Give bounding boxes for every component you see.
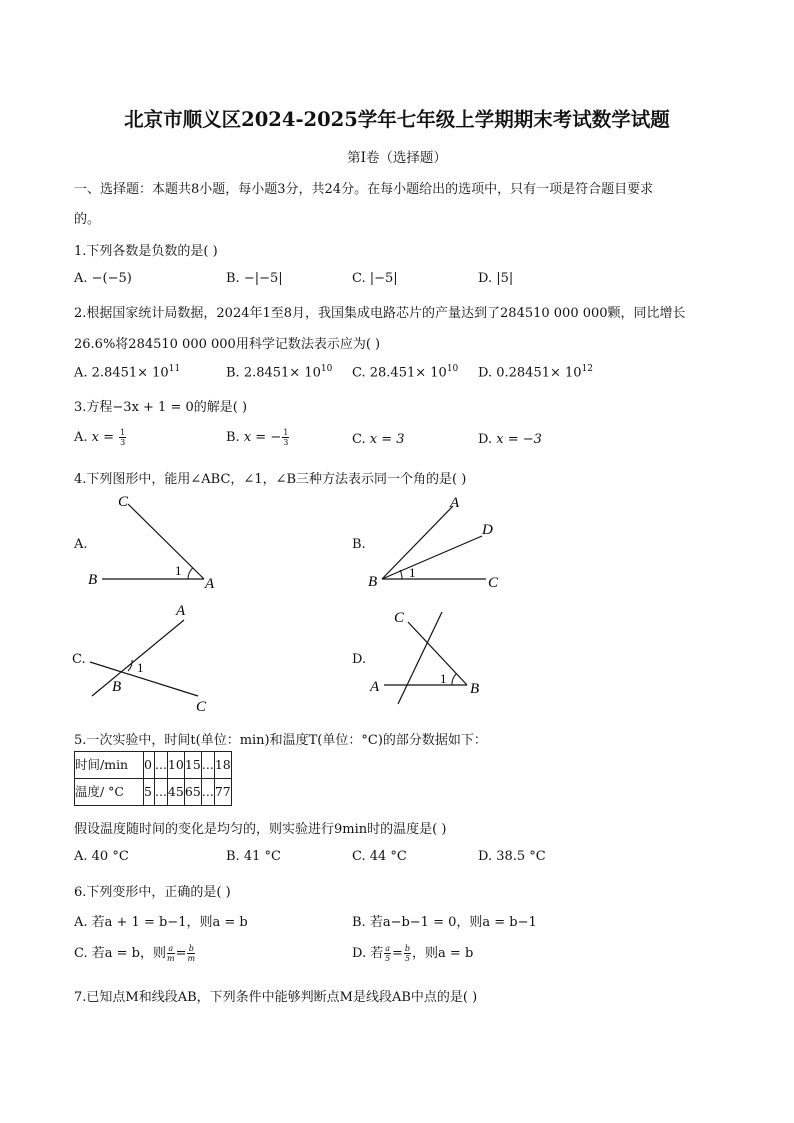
figd-transversal	[398, 612, 442, 704]
q6-option-d: D. 若 $\frac{a}{5}$ = $\frac{b}{5}$ ，则a = b	[352, 944, 474, 963]
figd-label-b: B	[470, 681, 480, 697]
figa-label-c: C	[118, 494, 129, 510]
table-row: 时间/min 0 ... 10 15 ... 18	[75, 752, 232, 779]
figc-line-ba	[92, 620, 184, 696]
figa-label-b: B	[88, 572, 98, 588]
q4-figure-d	[362, 598, 512, 716]
q5-option-b: B. 41 °C	[226, 849, 281, 864]
q4-option-a-label: A.	[74, 537, 88, 552]
q3-option-b: B. x = − $\frac{1}{3}$	[226, 428, 289, 447]
figc-label-a: A	[176, 603, 186, 619]
figd-line-cb	[408, 622, 467, 685]
q1-option-d: D. |5|	[478, 271, 514, 286]
figb-angle-arc	[400, 570, 402, 579]
q2-stem-line1: 2.根据国家统计局数据，2024年1至8月，我国集成电路芯片的产量达到了284510 000 000颗，同比增长	[74, 306, 686, 321]
q1-option-b: B. −|−5|	[226, 271, 283, 286]
figb-label-d: D	[482, 522, 493, 538]
q5-option-d: D. 38.5 °C	[478, 849, 546, 864]
q2-option-c: C. $28.451\times 10^{10}$	[352, 364, 459, 381]
figb-label-c: C	[488, 575, 499, 591]
figc-line-bc	[90, 662, 198, 696]
q6-stem: 6.下列变形中，正确的是( )	[74, 885, 231, 900]
q2-stem-line2: 26.6%将284510 000 000用科学记数法表示应为( )	[74, 337, 381, 352]
q1-stem: 1.下列各数是负数的是( )	[74, 244, 218, 259]
q4-option-c-label: C.	[72, 652, 86, 667]
figb-label-b: B	[368, 574, 378, 590]
figc-label-b: B	[112, 679, 122, 695]
q5-option-a: A. 40 °C	[74, 849, 129, 864]
figa-label-1: 1	[175, 563, 182, 578]
figa-angle-arc	[188, 568, 193, 579]
q3-option-c: C. x = 3	[352, 432, 405, 447]
q4-option-d-label: D.	[352, 652, 367, 667]
q5-data-table	[74, 751, 232, 806]
q2-option-b: B. $2.8451\times 10^{10}$	[226, 364, 333, 381]
figc-label-c: C	[196, 699, 207, 715]
figb-ray-bd	[382, 536, 482, 579]
q2-option-a: A. $2.8451\times 10^{11}$	[74, 364, 181, 381]
figb-ray-ba	[382, 506, 453, 579]
section-instructions-line1: 一、选择题：本题共8小题，每小题3分，共24分。在每小题给出的选项中，只有一项是符合题目要求	[74, 182, 654, 197]
section-subtitle: 第I卷（选择题）	[347, 150, 447, 166]
q5-option-c: C. 44 °C	[352, 849, 407, 864]
q2-option-d: D. $0.28451\times 10^{12}$	[478, 364, 594, 381]
q5-stem: 5.一次实验中，时间t(单位：min)和温度T(单位：°C)的部分数据如下：	[74, 733, 487, 748]
figa-label-a: A	[205, 576, 215, 592]
q4-figure-b	[362, 490, 512, 594]
q6-option-b: B. 若a−b−1 = 0，则a = b−1	[352, 915, 537, 930]
figd-angle-arc	[452, 674, 456, 685]
q3-option-a: A. x = $\frac{1}{3}$	[74, 428, 126, 447]
q4-option-b-label: B.	[352, 537, 366, 552]
figd-label-1: 1	[440, 671, 447, 686]
section-instructions-line2: 的。	[74, 212, 101, 227]
q3-stem: 3.方程−3x + 1 = 0的解是( )	[74, 400, 248, 415]
q7-stem: 7.已知点M和线段AB，下列条件中能够判断点M是线段AB中点的是( )	[74, 990, 478, 1005]
q6-option-c: C. 若a = b，则 $\frac{a}{m}$ = $\frac{b}{m}$	[74, 944, 196, 963]
q3-option-d: D. x = −3	[478, 432, 542, 447]
q1-option-a: A. −(−5)	[74, 271, 132, 286]
q4-figure-c	[84, 598, 234, 716]
q5-question: 假设温度随时间的变化是均匀的，则实验进行9min时的温度是( )	[74, 822, 447, 837]
q1-option-c: C. |−5|	[352, 271, 398, 286]
figc-label-1: 1	[137, 660, 144, 675]
figb-label-1: 1	[409, 565, 416, 580]
figd-label-c: C	[394, 610, 405, 626]
q6-option-a: A. 若a + 1 = b−1，则a = b	[74, 915, 248, 930]
q4-stem: 4.下列图形中，能用∠ABC，∠1，∠B三种方法表示同一个角的是( )	[74, 472, 467, 487]
figb-label-a: A	[450, 495, 460, 511]
figd-label-a: A	[370, 679, 380, 695]
figa-ray-ac	[128, 504, 204, 579]
page-title: 北京市顺义区2024-2025学年七年级上学期期末考试数学试题	[124, 108, 670, 131]
table-row: 温度/ °C 5 ... 45 65 ... 77	[75, 779, 232, 806]
q4-figure-a	[84, 490, 234, 594]
